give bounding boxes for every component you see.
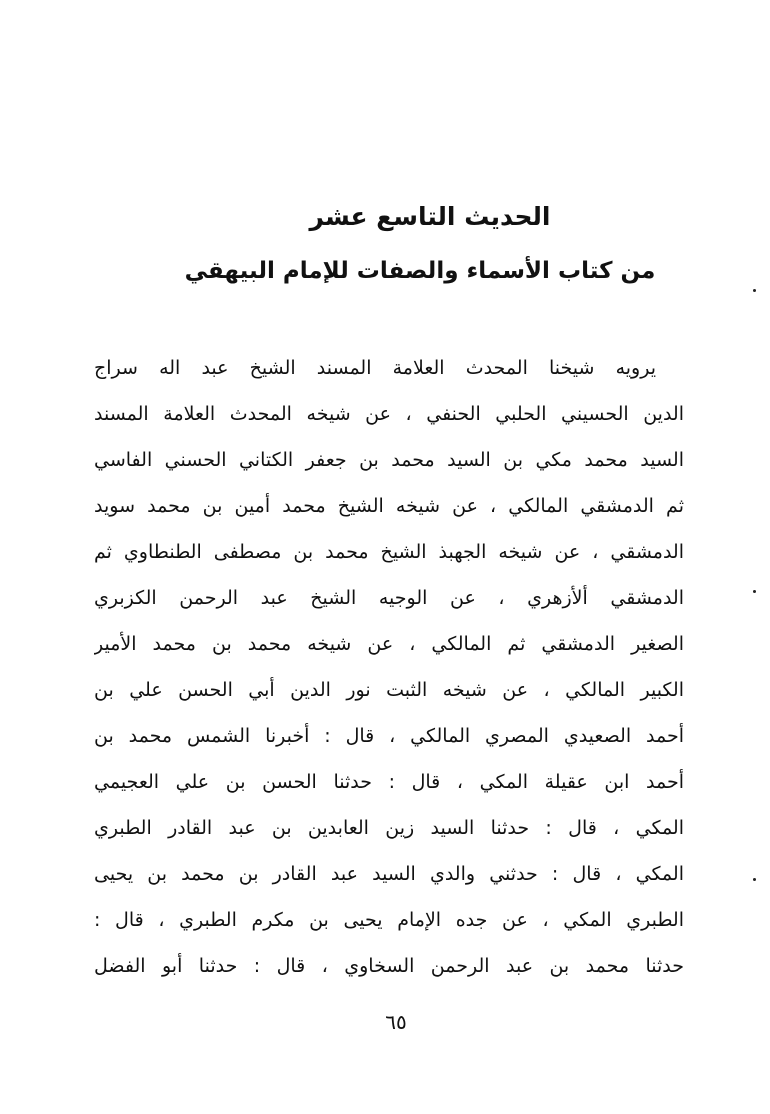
text-line: الطبري المكي ، عن جده الإمام يحيى بن مكرم الطبري ، قال : [94, 909, 684, 931]
text-line: ثم الدمشقي المالكي ، عن شيخه الشيخ محمد أمين بن محمد سويد [94, 495, 684, 517]
text-line: الدين الحسيني الحلبي الحنفي ، عن شيخه المحدث العلامة المسند [94, 403, 684, 425]
page-number: ٦٥ [385, 1010, 407, 1034]
text-line: أحمد ابن عقيلة المكي ، قال : حدثنا الحسن بن علي العجيمي [94, 771, 684, 793]
text-line: الدمشقي ، عن شيخه الجهبذ الشيخ محمد بن مصطفى الطنطاوي ثم [94, 541, 684, 563]
text-line: الدمشقي ألأزهري ، عن الوجيه الشيخ عبد الرحمن الكزبري [94, 587, 684, 609]
text-line: الكبير المالكي ، عن شيخه الثبت نور الدين أبي الحسن علي بن [94, 679, 684, 701]
text-line: الصغير الدمشقي ثم المالكي ، عن شيخه محمد بن محمد الأمير [94, 633, 684, 655]
body-paragraph [94, 345, 684, 989]
text-line: المكي ، قال : حدثنا السيد زين العابدين بن عبد القادر الطبري [94, 817, 684, 839]
scan-speck [753, 878, 756, 881]
page-title: الحديث التاسع عشر [309, 202, 551, 231]
scan-speck [753, 289, 756, 292]
page-subtitle: من كتاب الأسماء والصفات للإمام البيهقي [184, 258, 656, 284]
text-line: يرويه شيخنا المحدث العلامة المسند الشيخ عبد اله سراج [94, 357, 656, 379]
text-line: المكي ، قال : حدثني والدي السيد عبد القادر بن محمد بن يحيى [94, 863, 684, 885]
text-line: حدثنا محمد بن عبد الرحمن السخاوي ، قال : حدثنا أبو الفضل [94, 955, 684, 977]
text-line: أحمد الصعيدي المصري المالكي ، قال : أخبرنا الشمس محمد بن [94, 725, 684, 747]
scan-speck [753, 590, 756, 593]
text-line: السيد محمد مكي بن السيد محمد بن جعفر الكتاني الحسني الفاسي [94, 449, 684, 471]
